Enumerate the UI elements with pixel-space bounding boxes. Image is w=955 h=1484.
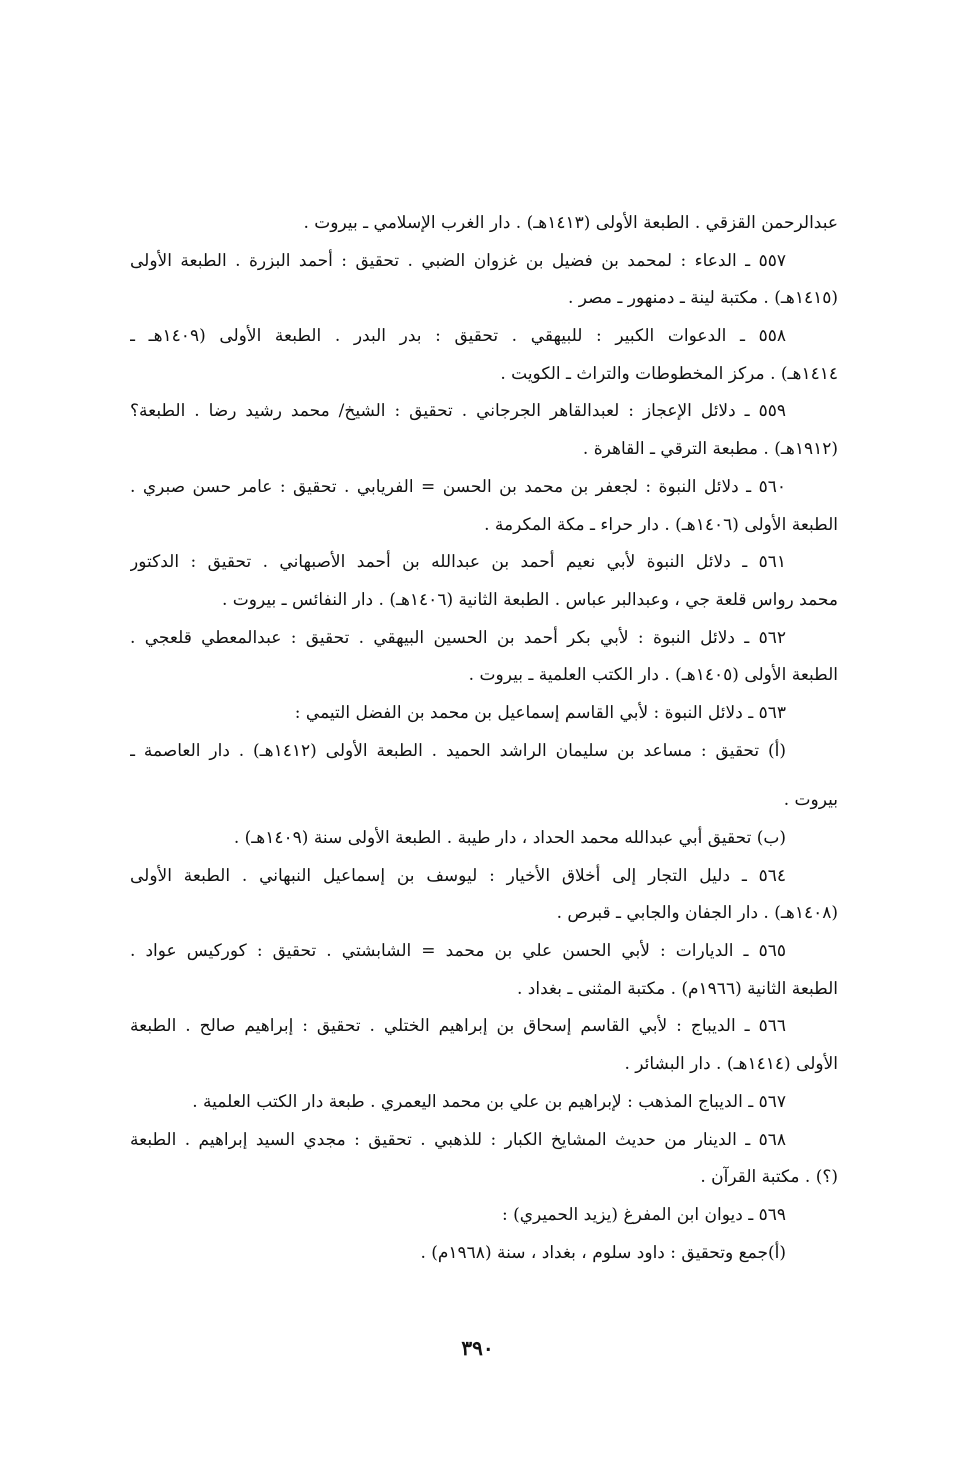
text-line: (أ) تحقيق : مساعد بن سليمان الراشد الحميد . الطبعة الأولى (١٤١٢هـ) . دار العاصمة ـ [130, 740, 786, 761]
text-line: (أ)جمع وتحقيق : داود سلوم ، بغداد ، سنة (١٩٦٨م) . [420, 1242, 786, 1263]
text-line: الأولى (١٤١٤هـ) . دار البشائر . [624, 1054, 838, 1075]
text-line: ٥٥٧ ـ الدعاء : لمحمد بن فضيل بن غزوان الضبي . تحقيق : أحمد البزرة . الطبعة الأولى [130, 250, 786, 271]
text-line: الطبعة الأولى (١٤٠٥هـ) . دار الكتب العلمية ـ بيروت . [468, 665, 838, 686]
text-line: (١٤١٥هـ) . مكتبة لينة ـ دمنهور ـ مصر . [567, 288, 838, 309]
page-number: ٣٩٠ [461, 1336, 494, 1360]
text-line: الطبعة الثانية (١٩٦٦م) . مكتبة المثنى ـ بغداد . [517, 978, 838, 999]
text-line: ٥٦٥ ـ الديارات : لأبي الحسن علي بن محمد = الشابشتي . تحقيق : كوركيس عواد . [130, 941, 786, 962]
text-line: ٥٦٢ ـ دلائل النبوة : لأبي بكر أحمد بن الحسين البيهقي . تحقيق : عبدالمعطي قلعجي . [130, 627, 786, 648]
text-line: ٥٦٦ ـ الديباج : لأبي القاسم إسحاق بن إبراهيم الختلي . تحقيق : إبراهيم صالح . الطبعة [130, 1016, 786, 1037]
text-line: ٥٦٠ ـ دلائل النبوة : لجعفر بن محمد بن الحسن = الفريابي . تحقيق : عامر حسن صبري . [130, 476, 786, 497]
text-line: ٥٥٨ ـ الدعوات الكبير : للبيهقي . تحقيق : بدر البدر . الطبعة الأولى (١٤٠٩هـ ـ [130, 326, 786, 347]
text-line: ٥٦٣ ـ دلائل النبوة : لأبي القاسم إسماعيل بن محمد بن الفضل التيمي : [294, 702, 786, 723]
text-line: (١٩١٢هـ) . مطبعة الترقي ـ القاهرة . [582, 439, 838, 460]
text-line: ٥٦٤ ـ دليل التجار إلى أخلاق الأخيار : ليوسف بن إسماعيل النبهاني . الطبعة الأولى [130, 865, 786, 886]
text-line: ٥٦٧ ـ الديباج المذهب : لإبراهيم بن علي بن محمد اليعمري . طبعة دار الكتب العلمية . [192, 1091, 786, 1112]
text-line: ٥٦٨ ـ الدينار من حديث المشايخ الكبار : للذهبي . تحقيق : مجدي السيد إبراهيم . الطبعة [130, 1129, 786, 1150]
text-line: محمد رواس قلعة جي ، وعبدالبر عباس . الطبعة الثانية (١٤٠٦هـ) . دار النفائس ـ بيروت . [221, 589, 838, 610]
text-line: (ب) تحقيق أبي عبدالله محمد الحداد ، دار طيبة . الطبعة الأولى سنة (١٤٠٩هـ) . [233, 828, 786, 848]
text-line: (؟) . مكتبة القرآن . [700, 1167, 838, 1188]
bibliography-text [130, 205, 838, 1272]
text-line: ١٤١٤هـ) . مركز المخطوطات والتراث ـ الكويت . [500, 363, 838, 384]
text-line: عبدالرحمن القزقي . الطبعة الأولى (١٤١٣هـ) . دار الغرب الإسلامي ـ بيروت . [303, 213, 838, 233]
text-line: (١٤٠٨هـ) . دار الجفان والجابي ـ قبرص . [556, 903, 838, 924]
text-line: بيروت . [783, 790, 838, 811]
text-line: ٥٦١ ـ دلائل النبوة لأبي نعيم أحمد بن عبدالله بن أحمد الأصبهاني . تحقيق : الدكتور [130, 552, 786, 573]
text-line: الطبعة الأولى (١٤٠٦هـ) . دار حراء ـ مكة المكرمة . [484, 514, 838, 535]
text-line: ٥٦٩ ـ ديوان ابن المفرغ (يزيد الحميري) : [501, 1204, 786, 1225]
text-line: ٥٥٩ ـ دلائل الإعجاز : لعبدالقاهر الجرجاني . تحقيق : الشيخ/ محمد رشيد رضا . الطبعة؟ [130, 401, 786, 422]
